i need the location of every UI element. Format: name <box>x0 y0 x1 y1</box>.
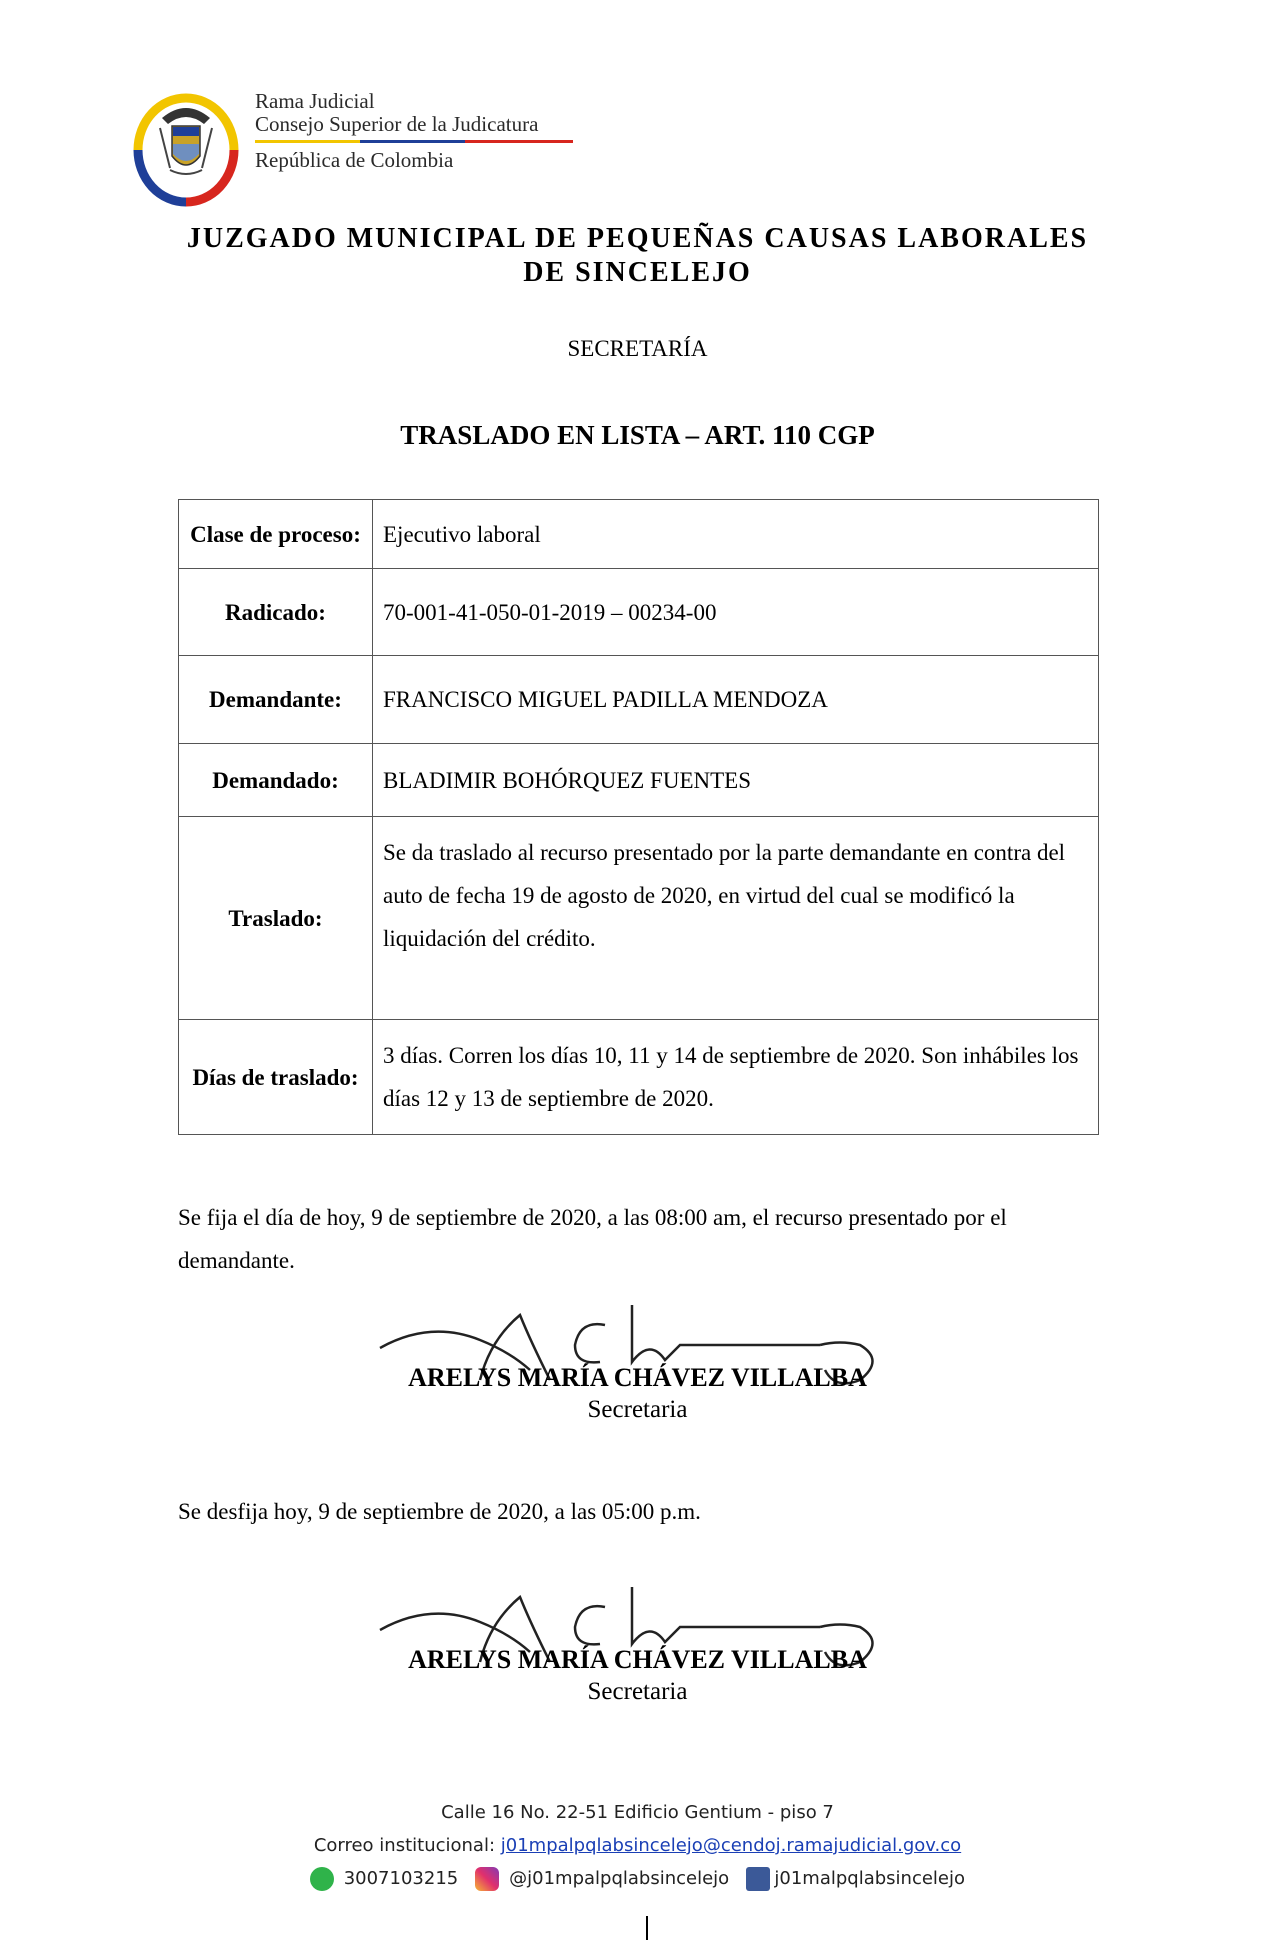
table-row <box>179 817 1099 1020</box>
table-row <box>179 500 1099 569</box>
row-label: Demandado: <box>179 744 373 817</box>
desfijacion-text: Se desfija hoy, 9 de septiembre de 2020, a las 05:00 p.m. <box>178 1499 701 1524</box>
signer-name: ARELYS MARÍA CHÁVEZ VILLALBA <box>408 1645 867 1674</box>
row-label: Traslado: <box>179 817 373 1020</box>
signer-block <box>0 1644 1275 1708</box>
logo-text <box>255 90 573 172</box>
email-label: Correo institucional: <box>313 1835 496 1856</box>
court-title-line-2: DE SINCELEJO <box>523 257 752 288</box>
facebook-icon <box>746 1867 770 1891</box>
row-value: Se da traslado al recurso presentado por la parte demandante en contra del auto de fecha 19 de agosto de 2020, en virtud del cual se modificó la liquidación del crédito. <box>373 817 1099 1020</box>
table-row <box>179 656 1099 744</box>
whatsapp-icon <box>310 1867 334 1891</box>
footer-social-line <box>0 1862 1275 1895</box>
row-label: Días de traslado: <box>179 1020 373 1135</box>
logo-line-2: Consejo Superior de la Judicatura <box>255 112 539 136</box>
logo-line-1: Rama Judicial <box>255 89 375 113</box>
row-value: 3 días. Corren los días 10, 11 y 14 de septiembre de 2020. Son inhábiles los días 12 y 13 de septiembre de 2020. <box>373 1020 1099 1135</box>
row-label: Demandante: <box>179 656 373 744</box>
office-heading: SECRETARÍA <box>567 336 708 361</box>
facebook-handle[interactable]: j01malpqlabsincelejo <box>774 1868 966 1889</box>
document-title: TRASLADO EN LISTA – ART. 110 CGP <box>400 420 875 450</box>
row-value: FRANCISCO MIGUEL PADILLA MENDOZA <box>373 656 1099 744</box>
coat-of-arms-icon <box>160 108 212 174</box>
signer-role: Secretaria <box>587 1678 688 1705</box>
logo-line-3: República de Colombia <box>255 148 454 172</box>
instagram-handle[interactable]: @j01mpalpqlabsincelejo <box>509 1868 730 1889</box>
table-row <box>179 569 1099 656</box>
court-title-line-1: JUZGADO MUNICIPAL DE PEQUEÑAS CAUSAS LABORALES <box>186 223 1089 254</box>
table-row <box>179 1020 1099 1135</box>
logo-tricolor-rule <box>255 140 573 143</box>
process-info-table <box>178 499 1099 1135</box>
signer-name: ARELYS MARÍA CHÁVEZ VILLALBA <box>408 1363 867 1392</box>
footer <box>0 1796 1275 1895</box>
signer-block <box>0 1362 1275 1426</box>
signer-role: Secretaria <box>587 1396 688 1423</box>
row-label: Clase de proceso: <box>179 500 373 569</box>
row-value: BLADIMIR BOHÓRQUEZ FUENTES <box>373 744 1099 817</box>
instagram-icon <box>475 1867 499 1891</box>
table-row <box>179 744 1099 817</box>
footer-address: Calle 16 No. 22-51 Edificio Gentium - piso 7 <box>441 1802 834 1823</box>
row-label: Radicado: <box>179 569 373 656</box>
email-link[interactable]: j01mpalpqlabsincelejo@cendoj.ramajudicial.gov.co <box>500 1835 962 1856</box>
footer-email-line <box>0 1829 1275 1862</box>
phone-number: 3007103215 <box>343 1868 459 1889</box>
row-value: Ejecutivo laboral <box>373 500 1099 569</box>
text-cursor <box>646 1916 648 1940</box>
court-title <box>0 222 1275 290</box>
row-value: 70-001-41-050-01-2019 – 00234-00 <box>373 569 1099 656</box>
fijacion-text: Se fija el día de hoy, 9 de septiembre de 2020, a las 08:00 am, el recurso presentado por el demandante. <box>178 1205 1007 1273</box>
